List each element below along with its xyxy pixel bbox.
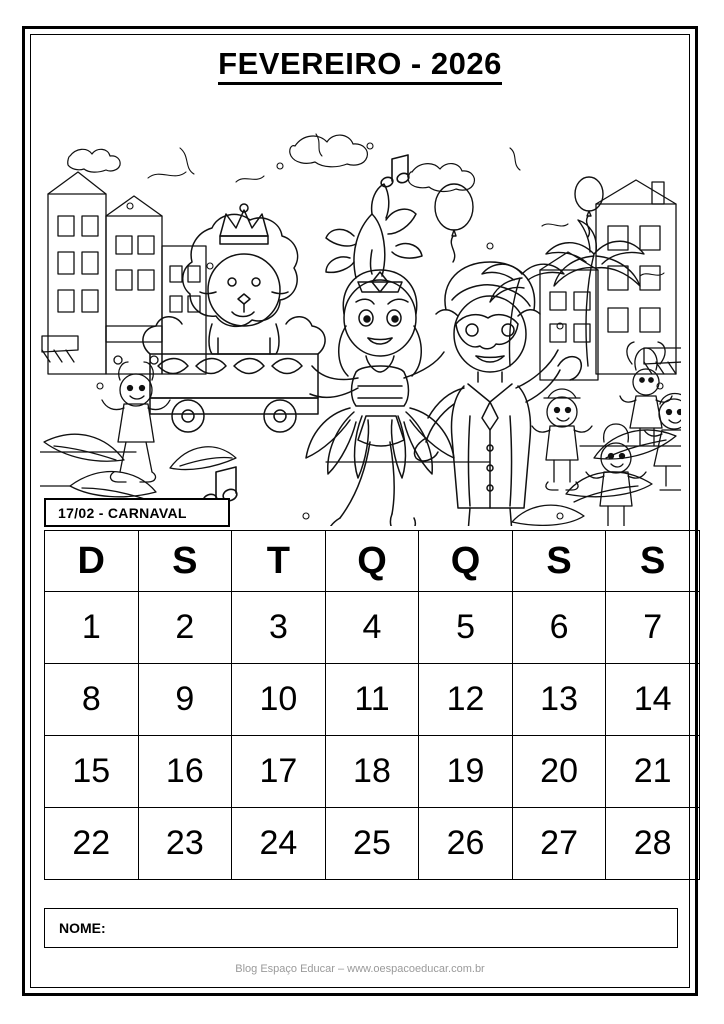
lion-float [143,204,325,432]
buildings-left [42,172,206,374]
day-cell[interactable]: 8 [45,664,139,736]
day-cell[interactable]: 2 [138,592,232,664]
weekday-header-sunday: D [45,531,139,592]
calendar-table [44,530,700,880]
day-cell[interactable]: 20 [512,736,606,808]
calendar-week-row [45,808,700,880]
page-title [30,46,690,82]
day-cell[interactable]: 16 [138,736,232,808]
day-cell[interactable]: 28 [606,808,700,880]
buildings-right [540,180,681,380]
day-cell[interactable]: 7 [606,592,700,664]
day-cell[interactable]: 27 [512,808,606,880]
day-cell[interactable]: 26 [419,808,513,880]
weekday-header-monday: S [138,531,232,592]
day-cell[interactable]: 19 [419,736,513,808]
day-cell[interactable]: 6 [512,592,606,664]
confetti-icon [97,134,664,519]
weekday-header-saturday: S [606,531,700,592]
carnaval-illustration [40,86,681,526]
day-cell[interactable]: 15 [45,736,139,808]
day-cell[interactable]: 5 [419,592,513,664]
day-cell[interactable]: 14 [606,664,700,736]
boy-dancer [414,262,581,526]
page-title-text: FEVEREIRO - 2026 [218,46,502,85]
name-field-label: NOME: [59,920,106,936]
day-cell[interactable]: 12 [419,664,513,736]
day-cell[interactable]: 17 [232,736,326,808]
day-cell[interactable]: 25 [325,808,419,880]
day-cell[interactable]: 18 [325,736,419,808]
day-cell[interactable]: 24 [232,808,326,880]
clouds-icon [68,135,475,191]
event-badge-label: 17/02 - CARNAVAL [58,504,187,521]
calendar-week-row [45,664,700,736]
weekday-header-thursday: Q [419,531,513,592]
day-cell[interactable]: 23 [138,808,232,880]
girl-dancer [300,184,454,526]
day-cell[interactable]: 13 [512,664,606,736]
calendar-header-row [45,531,700,592]
day-cell[interactable]: 3 [232,592,326,664]
day-cell[interactable]: 11 [325,664,419,736]
weekday-header-tuesday: T [232,531,326,592]
name-field[interactable] [44,908,678,948]
weekday-header-wednesday: Q [325,531,419,592]
credit-line: Blog Espaço Educar – www.oespacoeducar.com.br [235,963,485,975]
day-cell[interactable]: 9 [138,664,232,736]
calendar-week-row [45,592,700,664]
day-cell[interactable]: 22 [45,808,139,880]
day-cell[interactable]: 1 [45,592,139,664]
ground-lines [40,446,681,490]
weekday-header-friday: S [512,531,606,592]
day-cell[interactable]: 10 [232,664,326,736]
event-badge [44,498,230,527]
day-cell[interactable]: 4 [325,592,419,664]
day-cell[interactable]: 21 [606,736,700,808]
palm-trees-icon [482,220,644,366]
calendar-week-row [45,736,700,808]
